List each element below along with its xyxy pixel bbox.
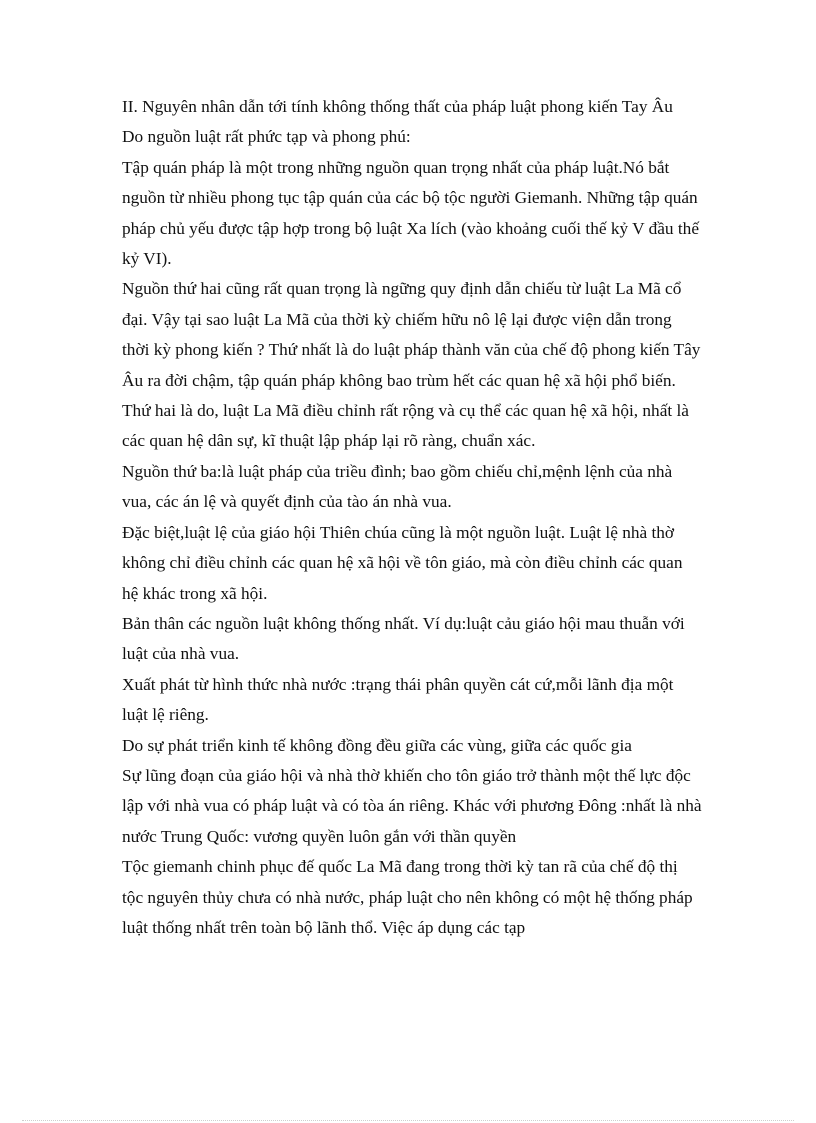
paragraph: Nguồn thứ ba:là luật pháp của triều đình; bao gồm chiếu chỉ,mệnh lệnh của nhà vua, các án lệ và quyết định của tào án nhà vua. [122,461,673,512]
paragraph: Xuất phát từ hình thức nhà nước :trạng thái phân quyền cát cứ,mỗi lãnh địa một luật lệ riêng. [122,674,674,725]
document-body [122,92,702,943]
paragraph: Tộc giemanh chinh phục đế quốc La Mã đang trong thời kỳ tan rã của chế độ thị tộc nguyên thủy chưa có nhà nước, pháp luật cho nên không có một hệ thống pháp luật thống nhất trên toàn bộ lãnh thổ. Việc áp dụng các tạp [122,857,693,937]
paragraph: Sự lũng đoạn của giáo hội và nhà thờ khiến cho tôn giáo trở thành một thế lực độc lập với nhà vua có pháp luật và có tòa án riêng. Khác với phương Đông :nhất là nhà nước Trung Quốc: vương quyền luôn gắn với thần quyền [122,765,702,846]
page-bottom-divider [22,1120,794,1121]
paragraph: Do sự phát triển kinh tế không đồng đều giữa các vùng, giữa các quốc gia [122,735,632,755]
paragraph: Tập quán pháp là một trong những nguồn quan trọng nhất của pháp luật.Nó bắt nguồn từ nhiều phong tục tập quán của các bộ tộc người Giemanh. Những tập quán pháp chủ yếu được tập hợp trong bộ luật Xa lích (vào khoảng cuối thế kỷ V đầu thế kỷ VI). [122,157,699,269]
paragraph: Đặc biệt,luật lệ của giáo hội Thiên chúa cũng là một nguồn luật. Luật lệ nhà thờ không chỉ điều chỉnh các quan hệ xã hội về tôn giáo, mà còn điều chỉnh các quan hệ khác trong xã hội. [122,522,683,603]
paragraph: Nguồn thứ hai cũng rất quan trọng là ngững quy định dẫn chiếu từ luật La Mã cổ đại. Vậy tại sao luật La Mã của thời kỳ chiếm hữu nô lệ lại được viện dẫn trong thời kỳ phong kiến ? Thứ nhất là do luật pháp thành văn của chế độ phong kiến Tây Âu ra đời chậm, tập quán pháp không bao trùm hết các quan hệ xã hội phổ biến. Thứ hai là do, luật La Mã điều chỉnh rất rộng và cụ thể các quan hệ xã hội, nhất là các quan hệ dân sự, kĩ thuật lập pháp lại rõ ràng, chuẩn xác. [122,279,701,451]
paragraph: Bản thân các nguồn luật không thống nhất. Ví dụ:luật cảu giáo hội mau thuẫn với luật của nhà vua. [122,613,685,664]
paragraph: Do nguồn luật rất phức tạp và phong phú: [122,127,411,147]
section-heading: II. Nguyên nhân dẫn tới tính không thống thất của pháp luật phong kiến Tay Âu [122,97,673,116]
